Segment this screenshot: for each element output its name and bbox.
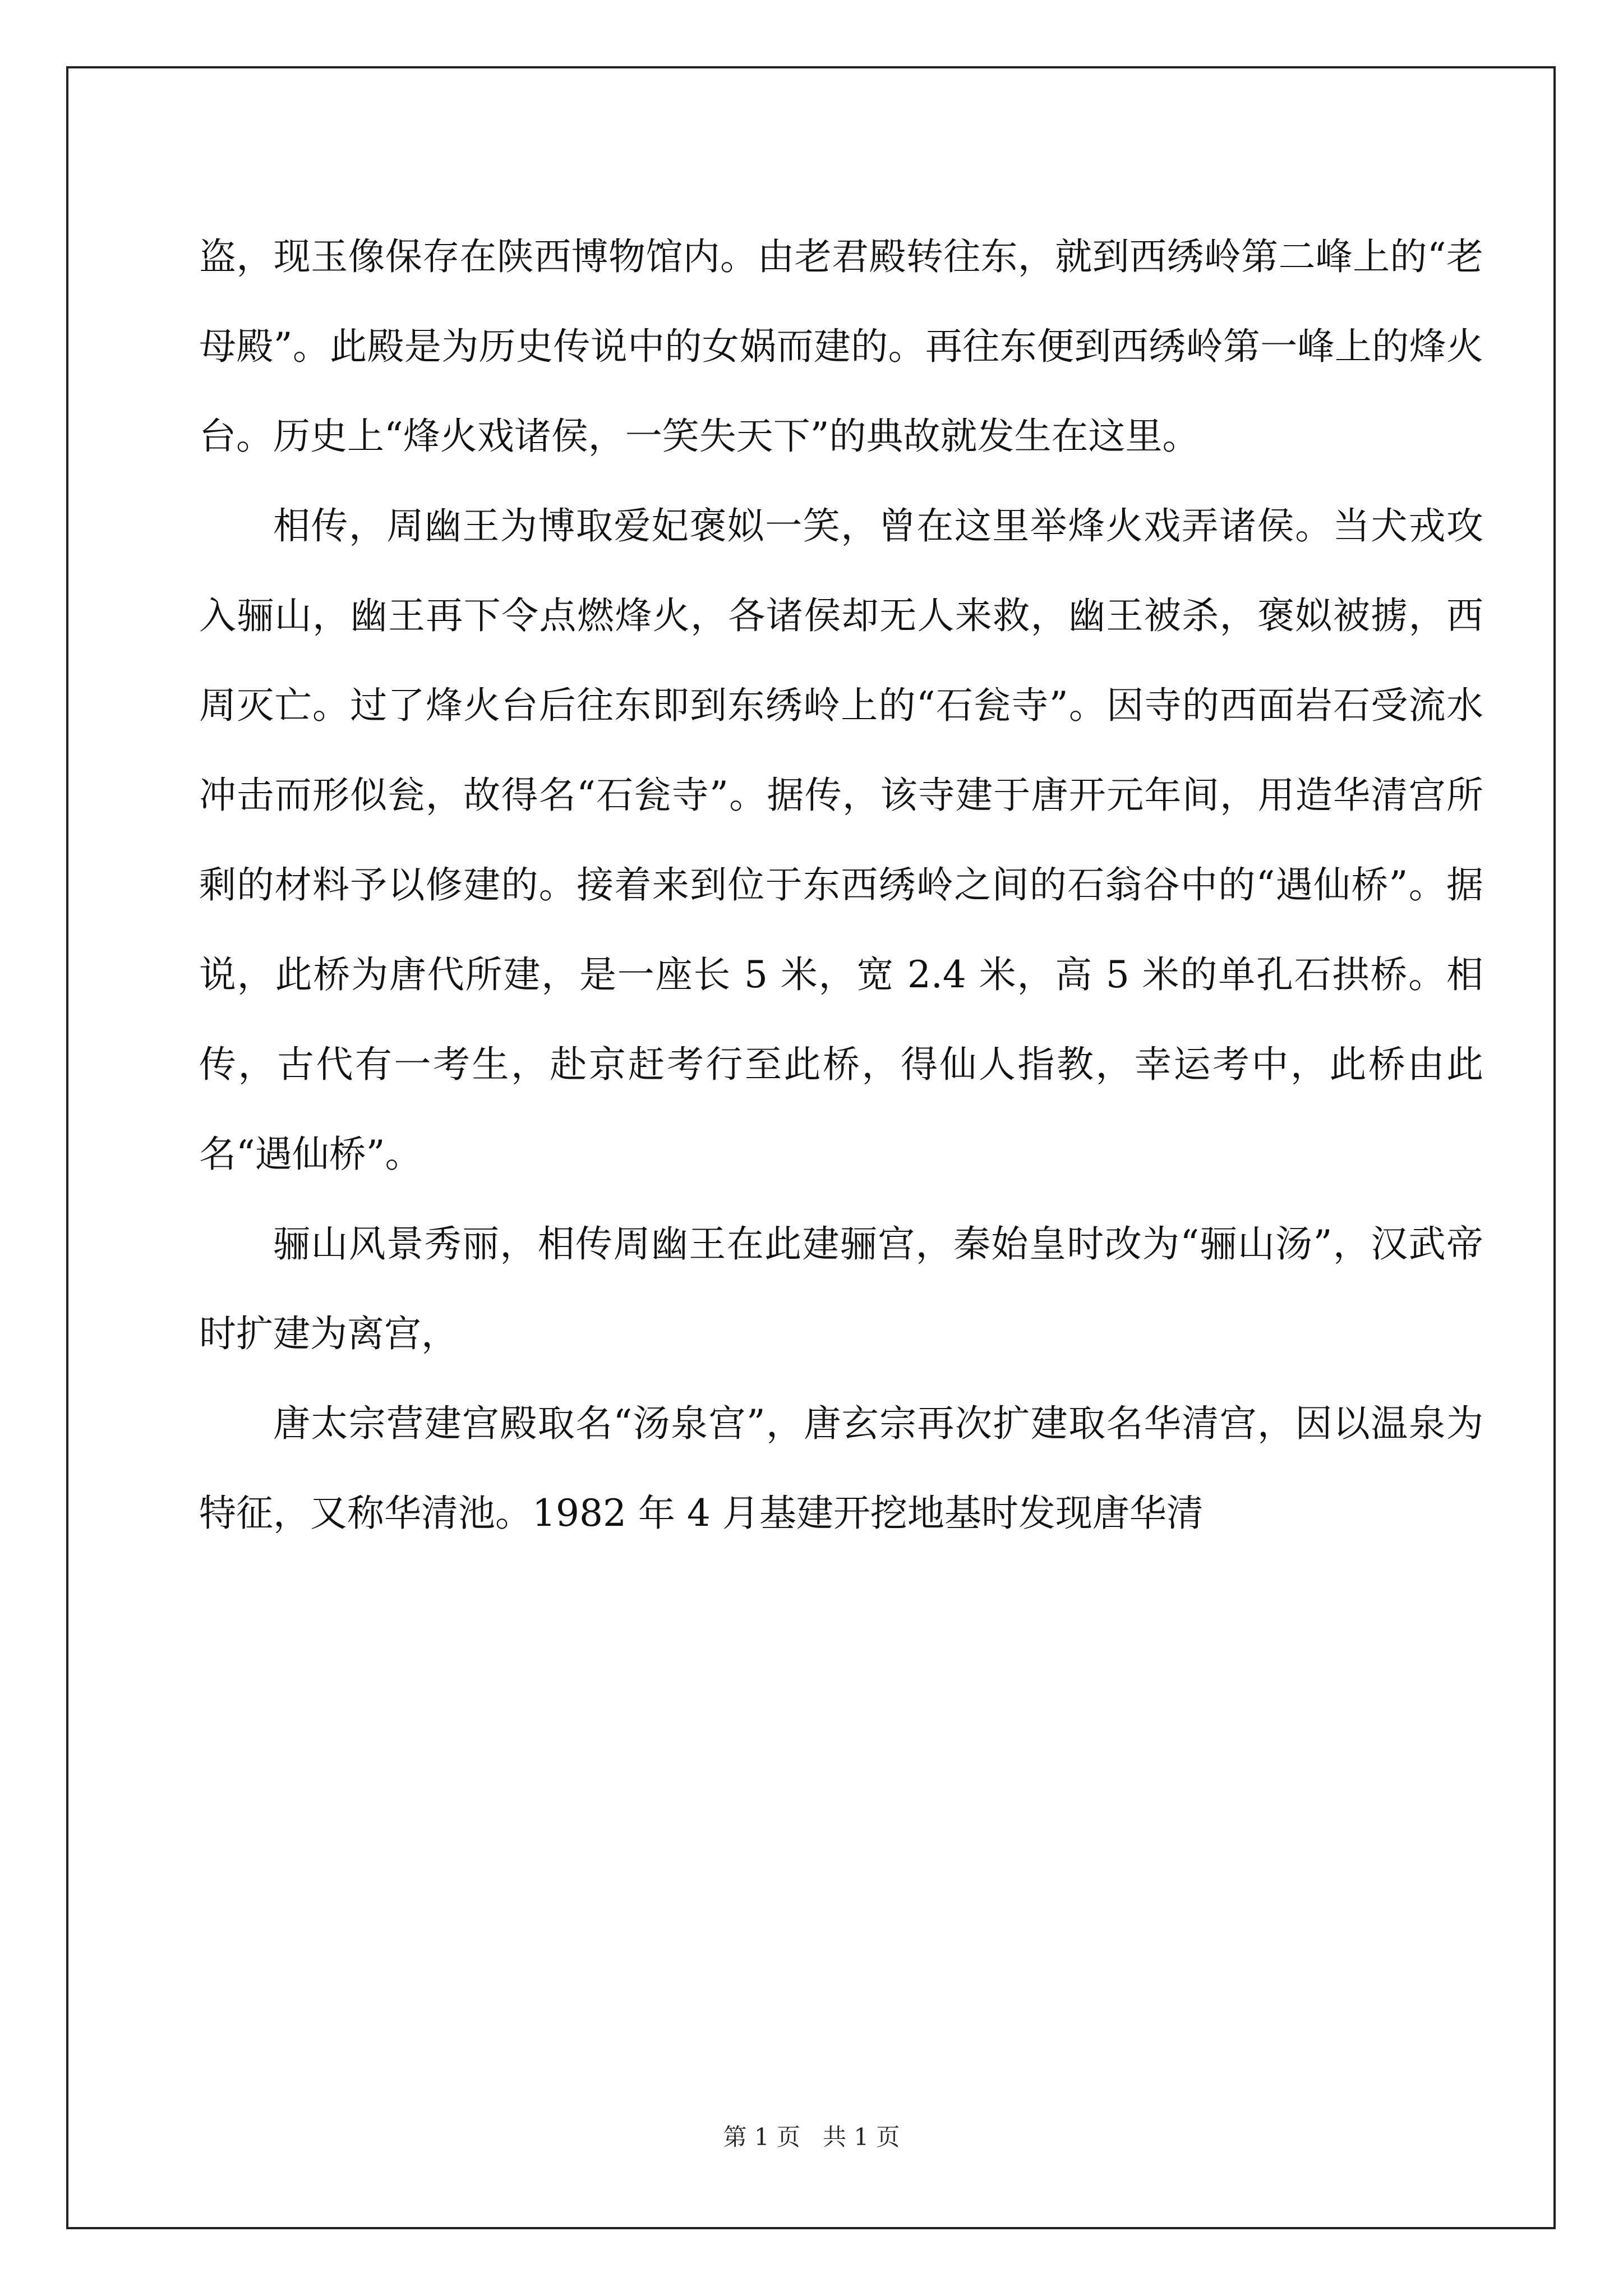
page-total: 共 1 页: [823, 2123, 900, 2151]
paragraph-2: 相传，周幽王为博取爱妃褒姒一笑，曾在这里举烽火戏弄诸侯。当犬戎攻入骊山，幽王再下令点燃烽火，各诸侯却无人来救，幽王被杀，褒姒被掳，西周灭亡。过了烽火台后往东即到东绣岭上的“石瓮寺”。因寺的西面岩石受流水冲击而形似瓮，故得名“石瓮寺”。据传，该寺建于唐开元年间，用造华清宫所剩的材料予以修建的。接着来到位于东西绣岭之间的石翁谷中的“遇仙桥”。据说，此桥为唐代所建，是一座长 5 米，宽 2.4 米，高 5 米的单孔石拱桥。相传，古代有一考生，赴京赶考行至此桥，得仙人指教，幸运考中，此桥由此名“遇仙桥”。: [199, 504, 1483, 1176]
page-footer: [0, 2120, 1623, 2154]
document-body: [199, 212, 1483, 1558]
page-number: 第 1 页: [723, 2123, 800, 2151]
paragraph-3: 骊山风景秀丽，相传周幽王在此建骊宫，秦始皇时改为“骊山汤”，汉武帝时扩建为离宫，: [199, 1222, 1483, 1355]
paragraph-1: 盗，现玉像保存在陕西博物馆内。由老君殿转往东，就到西绣岭第二峰上的“老母殿”。此殿是为历史传说中的女娲而建的。再往东便到西绣岭第一峰上的烽火台。历史上“烽火戏诸侯，一笑失天下”的典故就发生在这里。: [199, 235, 1483, 458]
paragraph-4: 唐太宗营建宫殿取名“汤泉宫”，唐玄宗再次扩建取名华清宫，因以温泉为特征，又称华清池。1982 年 4 月基建开挖地基时发现唐华清: [199, 1402, 1483, 1535]
